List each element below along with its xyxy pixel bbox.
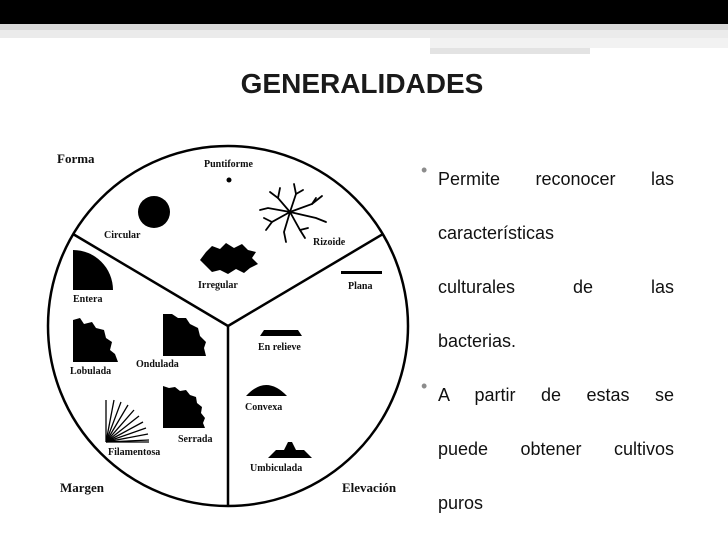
section-label-elevacion: Elevación bbox=[342, 480, 397, 495]
section-label-margen: Margen bbox=[60, 480, 105, 495]
label-rizoide: Rizoide bbox=[313, 237, 346, 248]
bullet-line: características bbox=[438, 223, 555, 243]
label-umbiculada: Umbiculada bbox=[250, 463, 303, 474]
bullet-line: A partir de estas se bbox=[438, 385, 674, 405]
ondulada-shape bbox=[163, 314, 206, 356]
bullet-dot-icon: • bbox=[421, 376, 428, 396]
bullet-list bbox=[420, 160, 674, 538]
circular-shape bbox=[138, 196, 170, 228]
rizoide-shape bbox=[260, 184, 326, 242]
label-en-relieve: En relieve bbox=[258, 342, 301, 353]
section-label-forma: Forma bbox=[57, 151, 95, 166]
bullet-line: bacterias. bbox=[438, 331, 517, 351]
bullet-dot-icon: • bbox=[421, 160, 428, 180]
label-ondulada: Ondulada bbox=[136, 359, 179, 370]
irregular-shape bbox=[200, 243, 258, 274]
label-filamentosa: Filamentosa bbox=[108, 447, 161, 458]
en-relieve-shape bbox=[260, 330, 302, 336]
label-irregular: Irregular bbox=[198, 280, 238, 291]
serrada-shape bbox=[163, 386, 205, 428]
bullet-line: Permite reconocer las bbox=[438, 169, 674, 189]
convexa-shape bbox=[246, 385, 287, 396]
label-plana: Plana bbox=[348, 281, 373, 292]
entera-shape bbox=[73, 250, 113, 290]
bullet-line: culturales de las bbox=[438, 277, 674, 297]
slide-title: GENERALIDADES bbox=[240, 68, 484, 99]
label-puntiforme: Puntiforme bbox=[204, 159, 253, 170]
lobulada-shape bbox=[73, 318, 118, 362]
bullet-item bbox=[420, 376, 674, 538]
bullet-item bbox=[420, 160, 674, 376]
puntiforme-shape bbox=[227, 178, 232, 183]
label-lobulada: Lobulada bbox=[70, 366, 112, 377]
label-circular: Circular bbox=[104, 230, 141, 241]
filamentosa-shape bbox=[106, 400, 149, 442]
plana-shape bbox=[341, 271, 382, 274]
bullet-line: puros bbox=[438, 493, 484, 513]
divider-right bbox=[228, 234, 383, 326]
label-entera: Entera bbox=[73, 294, 103, 305]
umbiculada-shape bbox=[268, 442, 312, 458]
label-convexa: Convexa bbox=[245, 402, 283, 413]
bullet-line: puede obtener cultivos bbox=[438, 439, 674, 459]
label-serrada: Serrada bbox=[178, 434, 213, 445]
